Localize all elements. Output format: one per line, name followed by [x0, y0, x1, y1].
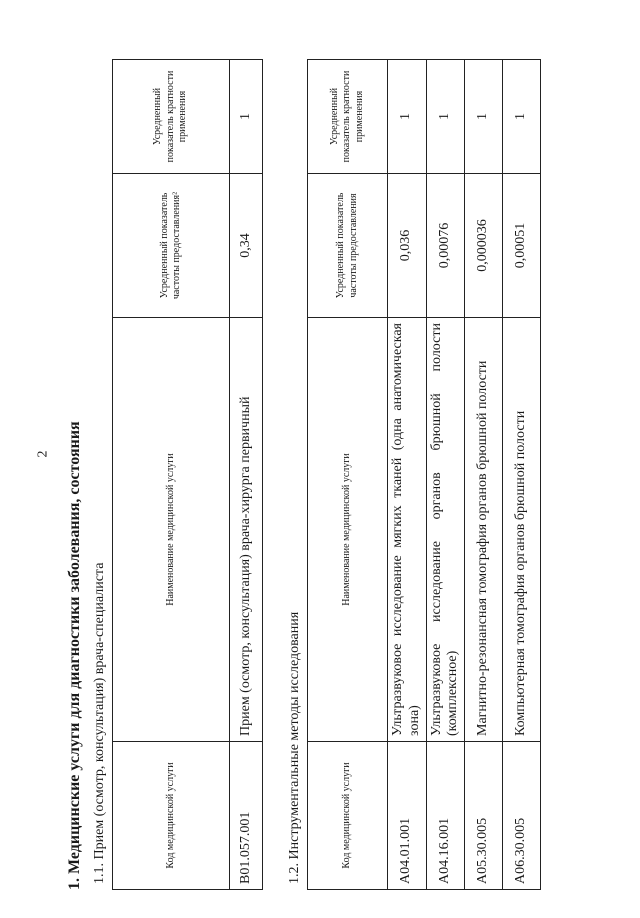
subsection-2-title: 1.2. Инструментальные методы исследования [287, 611, 302, 884]
service-name: Компьютерная томография органов брюшной полости [503, 318, 541, 742]
service-name: Магнитно-резонансная томография органов брюшной полости [465, 318, 503, 742]
service-code: B01.057.001 [230, 742, 263, 890]
service-name: Ультразвуковое исследование органов брюшной полости (комплексное) [426, 318, 465, 742]
rotated-page-content [62, 50, 622, 890]
service-frequency: 0,00076 [426, 174, 465, 318]
table-consultations [112, 59, 263, 890]
service-frequency: 0,00051 [503, 174, 541, 318]
header-name: Наименование медицинской услуги [308, 318, 388, 742]
header-name: Наименование медицинской услуги [113, 318, 230, 742]
service-multiplicity: 1 [465, 60, 503, 174]
table-row [230, 60, 263, 890]
service-name: Ультразвуковое исследование мягких тканей (одна анатомическая зона) [388, 318, 427, 742]
section-title: 1. Медицинские услуги для диагностики заболевания, состояния [66, 421, 83, 890]
header-frequency: Усредненный показатель частоты предоставления² [113, 174, 230, 318]
service-multiplicity: 1 [388, 60, 427, 174]
table-header-row [308, 60, 388, 890]
service-frequency: 0,036 [388, 174, 427, 318]
service-code: A04.16.001 [426, 742, 465, 890]
service-code: A05.30.005 [465, 742, 503, 890]
header-code: Код медицинской услуги [113, 742, 230, 890]
table-row [426, 60, 465, 890]
table-row [503, 60, 541, 890]
service-code: A04.01.001 [388, 742, 427, 890]
service-multiplicity: 1 [426, 60, 465, 174]
table-header-row [113, 60, 230, 890]
page-number: 2 [35, 450, 51, 458]
table-instrumental-methods [307, 59, 541, 890]
table-row [388, 60, 427, 890]
header-multiplicity: Усредненный показатель кратности применения [113, 60, 230, 174]
service-code: A06.30.005 [503, 742, 541, 890]
service-multiplicity: 1 [503, 60, 541, 174]
service-frequency: 0,000036 [465, 174, 503, 318]
subsection-1-title: 1.1. Прием (осмотр, консультация) врача-специалиста [92, 562, 107, 884]
service-frequency: 0,34 [230, 174, 263, 318]
header-code: Код медицинской услуги [308, 742, 388, 890]
header-frequency: Усредненный показатель частоты предоставления [308, 174, 388, 318]
header-multiplicity: Усредненный показатель кратности применения [308, 60, 388, 174]
service-name: Прием (осмотр, консультация) врача-хирурга первичный [230, 318, 263, 742]
service-multiplicity: 1 [230, 60, 263, 174]
table-row [465, 60, 503, 890]
